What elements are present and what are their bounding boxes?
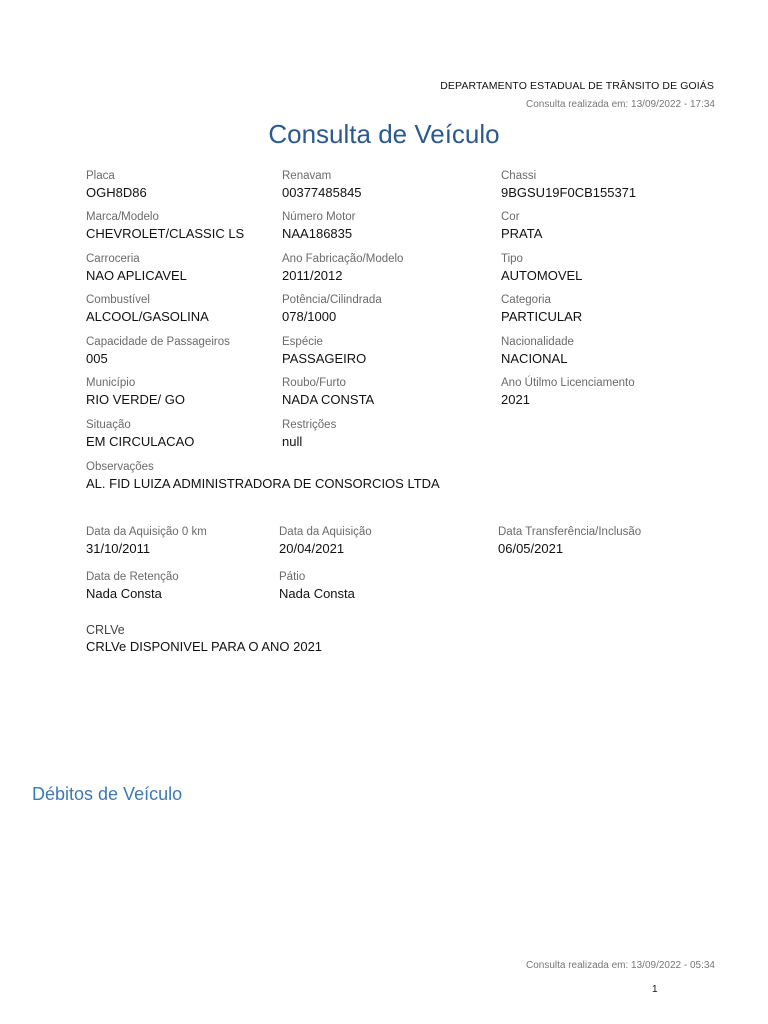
field-label: Carroceria bbox=[86, 253, 140, 265]
field-value: NAO APLICAVEL bbox=[86, 268, 187, 283]
field-renavam bbox=[282, 169, 362, 201]
field-value: 2011/2012 bbox=[282, 268, 343, 283]
field-label: Tipo bbox=[501, 253, 523, 265]
field-data-aquisicao bbox=[279, 525, 372, 557]
field-value: null bbox=[282, 434, 303, 449]
field-label: Data Transferência/Inclusão bbox=[498, 526, 642, 538]
field-value: 31/10/2011 bbox=[86, 541, 151, 556]
field-value: NACIONAL bbox=[501, 351, 568, 366]
field-value: 005 bbox=[86, 351, 108, 366]
field-data-transferencia bbox=[498, 525, 641, 557]
consultation-timestamp: Consulta realizada em: 13/09/2022 - 17:34 bbox=[525, 99, 715, 110]
field-label: Situação bbox=[86, 419, 131, 431]
field-ano-fabricacao-modelo bbox=[282, 252, 403, 284]
field-value: OGH8D86 bbox=[86, 185, 147, 200]
field-nacionalidade bbox=[501, 335, 574, 367]
field-chassi bbox=[501, 169, 636, 201]
debitos-section-title: Débitos de Veículo bbox=[32, 784, 183, 804]
field-value: 2021 bbox=[501, 392, 530, 407]
field-label: Data da Aquisição 0 km bbox=[86, 526, 207, 538]
field-value: PARTICULAR bbox=[501, 309, 583, 324]
field-label: Categoria bbox=[501, 294, 551, 306]
field-ano-ultimo-licenciamento bbox=[501, 376, 635, 408]
field-label: Capacidade de Passageiros bbox=[86, 336, 230, 348]
field-tipo bbox=[501, 252, 582, 284]
field-restricoes bbox=[282, 418, 336, 450]
field-situacao bbox=[86, 418, 194, 450]
field-label: Espécie bbox=[282, 336, 323, 348]
field-value: ALCOOL/GASOLINA bbox=[86, 309, 209, 324]
field-carroceria bbox=[86, 252, 187, 284]
field-categoria bbox=[501, 293, 582, 325]
field-value: Nada Consta bbox=[279, 586, 355, 601]
page-title: Consulta de Veículo bbox=[268, 119, 500, 149]
field-value: 20/04/2021 bbox=[279, 541, 345, 556]
field-value: Nada Consta bbox=[86, 586, 162, 601]
field-crlve bbox=[86, 623, 322, 655]
field-placa bbox=[86, 169, 147, 201]
field-capacidade-passageiros bbox=[86, 335, 230, 367]
field-label: Roubo/Furto bbox=[282, 377, 346, 389]
field-label: Data da Aquisição bbox=[279, 526, 372, 538]
field-marca-modelo bbox=[86, 210, 244, 242]
field-value: 06/05/2021 bbox=[498, 541, 564, 556]
field-value: AL. FID LUIZA ADMINISTRADORA DE CONSORCIOS LTDA bbox=[86, 476, 440, 491]
field-label: Combustível bbox=[86, 294, 150, 306]
field-data-aquisicao-0km bbox=[86, 525, 207, 557]
field-value: 9BGSU19F0CB155371 bbox=[501, 185, 637, 200]
field-label: Data de Retenção bbox=[86, 571, 179, 583]
field-label: Município bbox=[86, 377, 136, 389]
field-value: PRATA bbox=[501, 226, 543, 241]
field-label: Chassi bbox=[501, 170, 537, 182]
field-numero-motor bbox=[282, 210, 356, 242]
field-value: EM CIRCULACAO bbox=[86, 434, 195, 449]
field-especie bbox=[282, 335, 366, 367]
field-label: Pátio bbox=[279, 571, 306, 583]
field-value: NADA CONSTA bbox=[282, 392, 375, 407]
field-label: Observações bbox=[86, 461, 154, 473]
field-label: CRLVe bbox=[86, 623, 125, 637]
field-label: Cor bbox=[501, 211, 520, 223]
field-label: Restrições bbox=[282, 419, 337, 431]
field-value: 078/1000 bbox=[282, 309, 337, 324]
field-combustivel bbox=[86, 293, 209, 325]
field-label: Potência/Cilindrada bbox=[282, 294, 382, 306]
field-value: 00377485845 bbox=[282, 185, 362, 200]
field-label: Ano Útilmo Licenciamento bbox=[501, 377, 635, 389]
field-roubo-furto bbox=[282, 376, 374, 408]
field-municipio bbox=[86, 376, 185, 408]
field-label: Marca/Modelo bbox=[86, 211, 159, 223]
field-label: Ano Fabricação/Modelo bbox=[282, 253, 404, 265]
field-value: CRLVe DISPONIVEL PARA O ANO 2021 bbox=[86, 639, 323, 654]
field-potencia-cilindrada bbox=[282, 293, 382, 325]
agency-name: DEPARTAMENTO ESTADUAL DE TRÂNSITO DE GOIÁS bbox=[440, 80, 714, 92]
field-value: NAA186835 bbox=[282, 226, 353, 241]
field-value: CHEVROLET/CLASSIC LS bbox=[86, 226, 245, 241]
field-value: PASSAGEIRO bbox=[282, 351, 367, 366]
field-label: Renavam bbox=[282, 170, 332, 182]
field-label: Placa bbox=[86, 170, 115, 182]
page-number: 1 bbox=[652, 984, 658, 995]
field-value: RIO VERDE/ GO bbox=[86, 392, 185, 407]
footer-timestamp: Consulta realizada em: 13/09/2022 - 05:34 bbox=[525, 960, 715, 971]
field-patio bbox=[279, 570, 355, 602]
field-value: AUTOMOVEL bbox=[501, 268, 583, 283]
field-data-retencao bbox=[86, 570, 179, 602]
field-label: Nacionalidade bbox=[501, 336, 574, 348]
field-observacoes bbox=[86, 460, 440, 492]
field-label: Número Motor bbox=[282, 211, 356, 223]
field-cor bbox=[501, 210, 542, 242]
